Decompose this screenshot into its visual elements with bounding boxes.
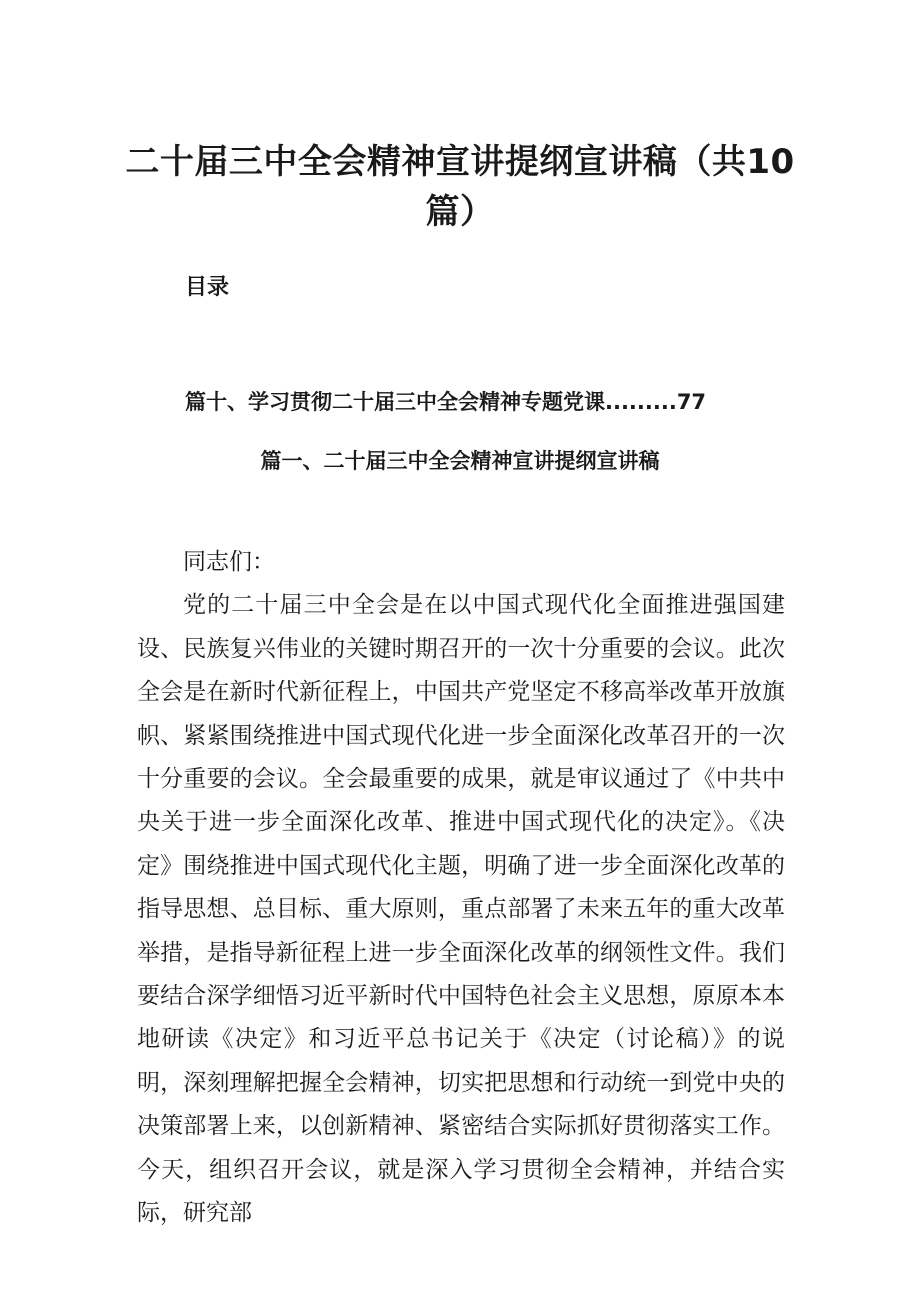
toc-entry[interactable] xyxy=(185,385,745,419)
toc-entry-leader: ......... xyxy=(605,390,677,414)
salutation: 同志们： xyxy=(183,549,275,575)
toc-entry-text: 篇十、学习贯彻二十届三中全会精神专题党课 xyxy=(185,390,605,414)
document-title: 二十届三中全会精神宣讲提纲宣讲稿（共10篇） xyxy=(125,142,795,232)
body-text xyxy=(137,541,785,1236)
toc-entry-page: 77 xyxy=(676,390,707,414)
toc-label: 目录 xyxy=(185,275,230,300)
chapter-heading: 篇一、二十届三中全会精神宣讲提纲宣讲稿 xyxy=(260,449,660,473)
body-paragraph: 党的二十届三中全会是在以中国式现代化全面推进强国建设、民族复兴伟业的关键时期召开的一次十分重要的会议。此次全会是在新时代新征程上，中国共产党坚定不移高举改革开放旗帜、紧紧围绕推进中国式现代化进一步全面深化改革召开的一次十分重要的会议。全会最重要的成果，就是审议通过了《中共中央关于进一步全面深化改革、推进中国式现代化的决定》。《决定》围绕推进中国式现代化主题，明确了进一步全面深化改革的指导思想、总目标、重大原则，重点部署了未来五年的重大改革举措，是指导新征程上进一步全面深化改革的纲领性文件。我们要结合深学细悟习近平新时代中国特色社会主义思想，原原本本地研读《决定》和习近平总书记关于《决定（讨论稿）》的说明，深刻理解把握全会精神，切实把思想和行动统一到党中央的决策部署上来，以创新精神、紧密结合实际抓好贯彻落实工作。今天，组织召开会议，就是深入学习贯彻全会精神，并结合实际，研究部 xyxy=(137,592,785,1227)
